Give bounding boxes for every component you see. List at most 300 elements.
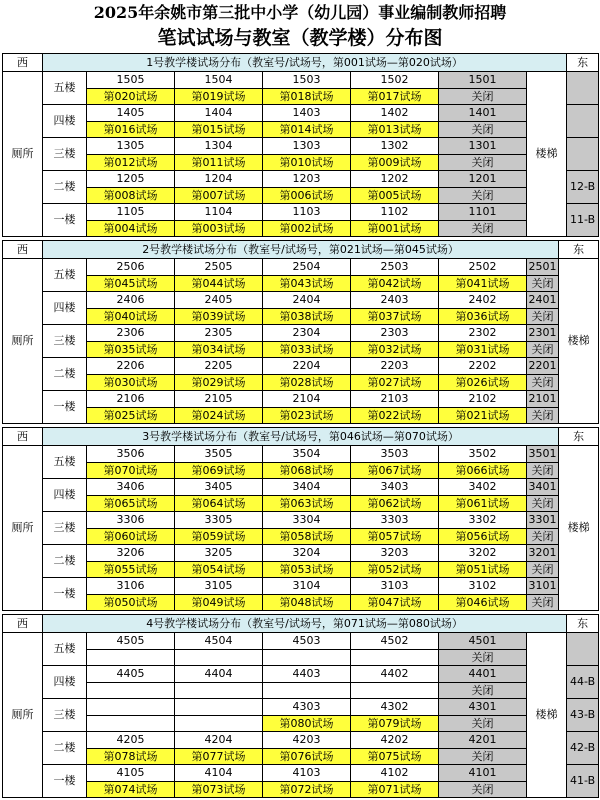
floor-label: 一楼	[43, 204, 87, 237]
exam-room: 第038试场	[263, 309, 351, 325]
building-header: 3号教学楼试场分布（教室号/试场号，第046试场—第070试场）	[43, 428, 559, 446]
room-number: 1502	[351, 72, 439, 89]
closed-room-number: 1201	[439, 171, 527, 188]
exam-room: 第019试场	[175, 89, 263, 105]
exam-room: 第007试场	[175, 188, 263, 204]
exam-room: 第059试场	[175, 529, 263, 545]
extra-room-label: 43-B	[567, 699, 599, 732]
floor-room-row	[3, 512, 599, 529]
exam-room: 第052试场	[351, 562, 439, 578]
exam-room: 第072试场	[263, 782, 351, 798]
room-number: 4205	[87, 732, 175, 749]
room-number: 2405	[175, 292, 263, 309]
room-number: 3402	[439, 479, 527, 496]
closed-status: 关闭	[439, 683, 527, 699]
room-number: 1504	[175, 72, 263, 89]
floor-label: 四楼	[43, 666, 87, 699]
exam-room: 第062试场	[351, 496, 439, 512]
stairs-label: 楼梯	[559, 259, 599, 424]
room-number: 2302	[439, 325, 527, 342]
exam-room: 第025试场	[87, 408, 175, 424]
floor-exam-row	[3, 375, 599, 391]
exam-room: 第032试场	[351, 342, 439, 358]
room-number: 4103	[263, 765, 351, 782]
closed-status: 关闭	[527, 463, 559, 479]
floor-label: 一楼	[43, 391, 87, 424]
building-2-table	[2, 240, 599, 424]
exam-room: 第009试场	[351, 155, 439, 171]
exam-room	[175, 716, 263, 732]
east-label: 东	[567, 615, 599, 633]
closed-status: 关闭	[527, 529, 559, 545]
exam-room: 第055试场	[87, 562, 175, 578]
extra-room-label	[567, 633, 599, 666]
exam-room: 第047试场	[351, 595, 439, 611]
exam-room	[175, 650, 263, 666]
room-number: 3306	[87, 512, 175, 529]
room-number: 3103	[351, 578, 439, 595]
room-number: 1505	[87, 72, 175, 89]
closed-room-number: 4101	[439, 765, 527, 782]
room-number: 4503	[263, 633, 351, 650]
closed-status: 关闭	[439, 122, 527, 138]
floor-room-row	[3, 325, 599, 342]
east-label: 东	[567, 54, 599, 72]
room-number: 2205	[175, 358, 263, 375]
floor-room-row	[3, 391, 599, 408]
closed-status: 关闭	[527, 276, 559, 292]
header-row	[3, 54, 599, 72]
floor-exam-row	[3, 749, 599, 765]
room-number: 1102	[351, 204, 439, 221]
room-number: 1302	[351, 138, 439, 155]
room-number: 1405	[87, 105, 175, 122]
building-3-table	[2, 427, 599, 611]
floor-label: 四楼	[43, 292, 87, 325]
extra-room-label: 44-B	[567, 666, 599, 699]
room-number: 4403	[263, 666, 351, 683]
east-label: 东	[559, 241, 599, 259]
exam-room: 第071试场	[351, 782, 439, 798]
exam-room: 第011试场	[175, 155, 263, 171]
floor-label: 三楼	[43, 699, 87, 732]
building-header: 4号教学楼试场分布（教室号/试场号，第071试场—第080试场）	[43, 615, 567, 633]
room-number: 3204	[263, 545, 351, 562]
room-number: 3506	[87, 446, 175, 463]
exam-room: 第016试场	[87, 122, 175, 138]
floor-exam-row	[3, 782, 599, 798]
room-number: 1104	[175, 204, 263, 221]
floor-label: 五楼	[43, 633, 87, 666]
exam-room: 第053试场	[263, 562, 351, 578]
west-label: 西	[3, 241, 43, 259]
room-number: 3403	[351, 479, 439, 496]
exam-room: 第039试场	[175, 309, 263, 325]
closed-room-number: 1401	[439, 105, 527, 122]
closed-status: 关闭	[439, 749, 527, 765]
exam-room	[263, 683, 351, 699]
exam-room: 第041试场	[439, 276, 527, 292]
floor-exam-row	[3, 650, 599, 666]
west-label: 西	[3, 615, 43, 633]
floor-room-row	[3, 259, 599, 276]
closed-status: 关闭	[527, 562, 559, 578]
room-number: 2203	[351, 358, 439, 375]
room-number: 2506	[87, 259, 175, 276]
floor-room-row	[3, 578, 599, 595]
closed-room-number: 3401	[527, 479, 559, 496]
room-number: 4303	[263, 699, 351, 716]
floor-label: 二楼	[43, 732, 87, 765]
closed-room-number: 1101	[439, 204, 527, 221]
room-number: 1205	[87, 171, 175, 188]
exam-room: 第006试场	[263, 188, 351, 204]
exam-room: 第079试场	[351, 716, 439, 732]
room-number: 2206	[87, 358, 175, 375]
room-number: 3404	[263, 479, 351, 496]
exam-room: 第056试场	[439, 529, 527, 545]
room-number: 1204	[175, 171, 263, 188]
room-number: 3206	[87, 545, 175, 562]
exam-room: 第064试场	[175, 496, 263, 512]
closed-status: 关闭	[439, 155, 527, 171]
room-number: 1304	[175, 138, 263, 155]
exam-room: 第054试场	[175, 562, 263, 578]
closed-room-number: 4201	[439, 732, 527, 749]
exam-room: 第036试场	[439, 309, 527, 325]
room-number: 4302	[351, 699, 439, 716]
exam-room: 第061试场	[439, 496, 527, 512]
floor-room-row	[3, 72, 599, 89]
room-number: 1305	[87, 138, 175, 155]
floor-exam-row	[3, 221, 599, 237]
closed-room-number: 4401	[439, 666, 527, 683]
floor-exam-row	[3, 89, 599, 105]
room-number: 3304	[263, 512, 351, 529]
room-number: 1202	[351, 171, 439, 188]
exam-room: 第073试场	[175, 782, 263, 798]
stairs-label: 楼梯	[559, 446, 599, 611]
room-number: 2404	[263, 292, 351, 309]
exam-room: 第004试场	[87, 221, 175, 237]
stairs-label: 楼梯	[527, 633, 567, 798]
room-number: 2406	[87, 292, 175, 309]
exam-room: 第048试场	[263, 595, 351, 611]
room-number: 3105	[175, 578, 263, 595]
room-number: 4105	[87, 765, 175, 782]
exam-room	[175, 683, 263, 699]
closed-status: 关闭	[439, 650, 527, 666]
header-row	[3, 428, 599, 446]
building-4-table	[2, 614, 599, 798]
floor-room-row	[3, 171, 599, 188]
exam-room: 第026试场	[439, 375, 527, 391]
exam-room: 第065试场	[87, 496, 175, 512]
room-number: 2303	[351, 325, 439, 342]
exam-room: 第074试场	[87, 782, 175, 798]
room-number: 2104	[263, 391, 351, 408]
extra-room-label: 41-B	[567, 765, 599, 798]
exam-room: 第001试场	[351, 221, 439, 237]
exam-room	[351, 650, 439, 666]
room-number: 3405	[175, 479, 263, 496]
room-number: 4404	[175, 666, 263, 683]
room-number: 2505	[175, 259, 263, 276]
room-number: 3505	[175, 446, 263, 463]
floor-room-row	[3, 446, 599, 463]
floor-room-row	[3, 204, 599, 221]
closed-status: 关闭	[527, 595, 559, 611]
exam-room: 第037试场	[351, 309, 439, 325]
room-number: 3102	[439, 578, 527, 595]
room-number: 3305	[175, 512, 263, 529]
exam-room: 第028试场	[263, 375, 351, 391]
room-number: 1203	[263, 171, 351, 188]
building-header: 2号教学楼试场分布（教室号/试场号，第021试场—第045试场）	[43, 241, 559, 259]
floor-room-row	[3, 358, 599, 375]
room-number: 4402	[351, 666, 439, 683]
floor-label: 四楼	[43, 479, 87, 512]
floor-room-row	[3, 732, 599, 749]
toilet-label: 厕所	[3, 446, 43, 611]
floor-exam-row	[3, 562, 599, 578]
closed-status: 关闭	[439, 221, 527, 237]
exam-room: 第017试场	[351, 89, 439, 105]
exam-room: 第067试场	[351, 463, 439, 479]
closed-status: 关闭	[527, 496, 559, 512]
closed-room-number: 2401	[527, 292, 559, 309]
exam-room: 第023试场	[263, 408, 351, 424]
exam-room	[87, 650, 175, 666]
closed-status: 关闭	[439, 89, 527, 105]
extra-room-label	[567, 138, 599, 171]
room-number: 1303	[263, 138, 351, 155]
extra-room-label: 12-B	[567, 171, 599, 204]
closed-room-number: 2101	[527, 391, 559, 408]
toilet-label: 厕所	[3, 72, 43, 237]
exam-room: 第063试场	[263, 496, 351, 512]
exam-room: 第040试场	[87, 309, 175, 325]
floor-exam-row	[3, 529, 599, 545]
room-number: 3106	[87, 578, 175, 595]
closed-status: 关闭	[527, 342, 559, 358]
exam-room: 第070试场	[87, 463, 175, 479]
exam-room: 第018试场	[263, 89, 351, 105]
floor-label: 五楼	[43, 259, 87, 292]
building-1-table	[2, 53, 599, 237]
exam-room: 第051试场	[439, 562, 527, 578]
exam-room	[87, 683, 175, 699]
closed-room-number: 1301	[439, 138, 527, 155]
extra-room-label	[567, 105, 599, 138]
room-number: 4502	[351, 633, 439, 650]
floor-label: 三楼	[43, 325, 87, 358]
floor-exam-row	[3, 342, 599, 358]
floor-room-row	[3, 479, 599, 496]
room-number: 2305	[175, 325, 263, 342]
closed-room-number: 3101	[527, 578, 559, 595]
exam-room: 第057试场	[351, 529, 439, 545]
closed-status: 关闭	[439, 782, 527, 798]
floor-label: 二楼	[43, 171, 87, 204]
closed-room-number: 1501	[439, 72, 527, 89]
floor-exam-row	[3, 716, 599, 732]
exam-room: 第060试场	[87, 529, 175, 545]
exam-room: 第033试场	[263, 342, 351, 358]
closed-room-number: 4301	[439, 699, 527, 716]
room-number: 3303	[351, 512, 439, 529]
floor-exam-row	[3, 595, 599, 611]
floor-label: 二楼	[43, 358, 87, 391]
room-number: 2502	[439, 259, 527, 276]
toilet-label: 厕所	[3, 633, 43, 798]
closed-status: 关闭	[527, 375, 559, 391]
room-number: 1103	[263, 204, 351, 221]
exam-room: 第003试场	[175, 221, 263, 237]
exam-room: 第049试场	[175, 595, 263, 611]
west-label: 西	[3, 428, 43, 446]
exam-room	[351, 683, 439, 699]
closed-status: 关闭	[439, 716, 527, 732]
closed-room-number: 4501	[439, 633, 527, 650]
room-number: 2202	[439, 358, 527, 375]
stairs-label: 楼梯	[527, 72, 567, 237]
room-number: 4505	[87, 633, 175, 650]
exam-room: 第015试场	[175, 122, 263, 138]
room-number: 1503	[263, 72, 351, 89]
exam-room: 第029试场	[175, 375, 263, 391]
exam-room: 第031试场	[439, 342, 527, 358]
header-row	[3, 241, 599, 259]
room-number: 2106	[87, 391, 175, 408]
exam-room: 第050试场	[87, 595, 175, 611]
floor-room-row	[3, 666, 599, 683]
floor-exam-row	[3, 276, 599, 292]
room-number: 2403	[351, 292, 439, 309]
exam-room: 第005试场	[351, 188, 439, 204]
exam-room: 第012试场	[87, 155, 175, 171]
closed-status: 关闭	[527, 408, 559, 424]
room-number: 4203	[263, 732, 351, 749]
closed-status: 关闭	[439, 188, 527, 204]
exam-room: 第008试场	[87, 188, 175, 204]
room-number: 4102	[351, 765, 439, 782]
floor-exam-row	[3, 408, 599, 424]
floor-label: 五楼	[43, 72, 87, 105]
closed-status: 关闭	[527, 309, 559, 325]
exam-room: 第034试场	[175, 342, 263, 358]
exam-room: 第075试场	[351, 749, 439, 765]
exam-room: 第068试场	[263, 463, 351, 479]
floor-label: 三楼	[43, 512, 87, 545]
closed-room-number: 2501	[527, 259, 559, 276]
closed-room-number: 2301	[527, 325, 559, 342]
main-title: 2025年余姚市第三批中小学（幼儿园）事业编制教师招聘	[93, 3, 507, 22]
room-number: 3205	[175, 545, 263, 562]
exam-room: 第069试场	[175, 463, 263, 479]
room-number: 3406	[87, 479, 175, 496]
room-number: 1404	[175, 105, 263, 122]
exam-room: 第046试场	[439, 595, 527, 611]
room-number: 2306	[87, 325, 175, 342]
floor-label: 二楼	[43, 545, 87, 578]
room-number: 2103	[351, 391, 439, 408]
floor-exam-row	[3, 122, 599, 138]
floor-exam-row	[3, 309, 599, 325]
floor-room-row	[3, 765, 599, 782]
room-number: 2105	[175, 391, 263, 408]
floor-room-row	[3, 545, 599, 562]
exam-room: 第022试场	[351, 408, 439, 424]
exam-room	[87, 716, 175, 732]
exam-room: 第045试场	[87, 276, 175, 292]
room-number: 4202	[351, 732, 439, 749]
floor-room-row	[3, 292, 599, 309]
extra-room-label	[567, 72, 599, 105]
room-number: 4104	[175, 765, 263, 782]
floor-exam-row	[3, 463, 599, 479]
exam-room: 第078试场	[87, 749, 175, 765]
room-number: 2304	[263, 325, 351, 342]
room-number: 2504	[263, 259, 351, 276]
extra-room-label: 42-B	[567, 732, 599, 765]
exam-room: 第076试场	[263, 749, 351, 765]
room-number: 4504	[175, 633, 263, 650]
extra-room-label: 11-B	[567, 204, 599, 237]
exam-room: 第010试场	[263, 155, 351, 171]
room-number: 2402	[439, 292, 527, 309]
exam-room: 第042试场	[351, 276, 439, 292]
floor-label: 三楼	[43, 138, 87, 171]
room-number: 3503	[351, 446, 439, 463]
floor-room-row	[3, 138, 599, 155]
room-number: 3104	[263, 578, 351, 595]
exam-room: 第002试场	[263, 221, 351, 237]
exam-room: 第035试场	[87, 342, 175, 358]
exam-room: 第021试场	[439, 408, 527, 424]
room-number: 3202	[439, 545, 527, 562]
exam-room: 第024试场	[175, 408, 263, 424]
room-number: 3504	[263, 446, 351, 463]
exam-room: 第043试场	[263, 276, 351, 292]
floor-exam-row	[3, 683, 599, 699]
closed-room-number: 3301	[527, 512, 559, 529]
floor-exam-row	[3, 496, 599, 512]
room-number	[175, 699, 263, 716]
sub-title: 笔试试场与教室（教学楼）分布图	[157, 27, 443, 49]
room-number: 1105	[87, 204, 175, 221]
room-number: 1402	[351, 105, 439, 122]
room-number: 2204	[263, 358, 351, 375]
floor-exam-row	[3, 188, 599, 204]
closed-room-number: 3501	[527, 446, 559, 463]
floor-label: 五楼	[43, 446, 87, 479]
room-number: 4204	[175, 732, 263, 749]
east-label: 东	[559, 428, 599, 446]
room-number: 3302	[439, 512, 527, 529]
closed-room-number: 2201	[527, 358, 559, 375]
header-row	[3, 615, 599, 633]
floor-label: 四楼	[43, 105, 87, 138]
room-number: 2503	[351, 259, 439, 276]
exam-room: 第013试场	[351, 122, 439, 138]
exam-room: 第020试场	[87, 89, 175, 105]
exam-room: 第014试场	[263, 122, 351, 138]
room-number	[87, 699, 175, 716]
building-header: 1号教学楼试场分布（教室号/试场号，第001试场—第020试场）	[43, 54, 567, 72]
floor-label: 一楼	[43, 578, 87, 611]
closed-room-number: 3201	[527, 545, 559, 562]
